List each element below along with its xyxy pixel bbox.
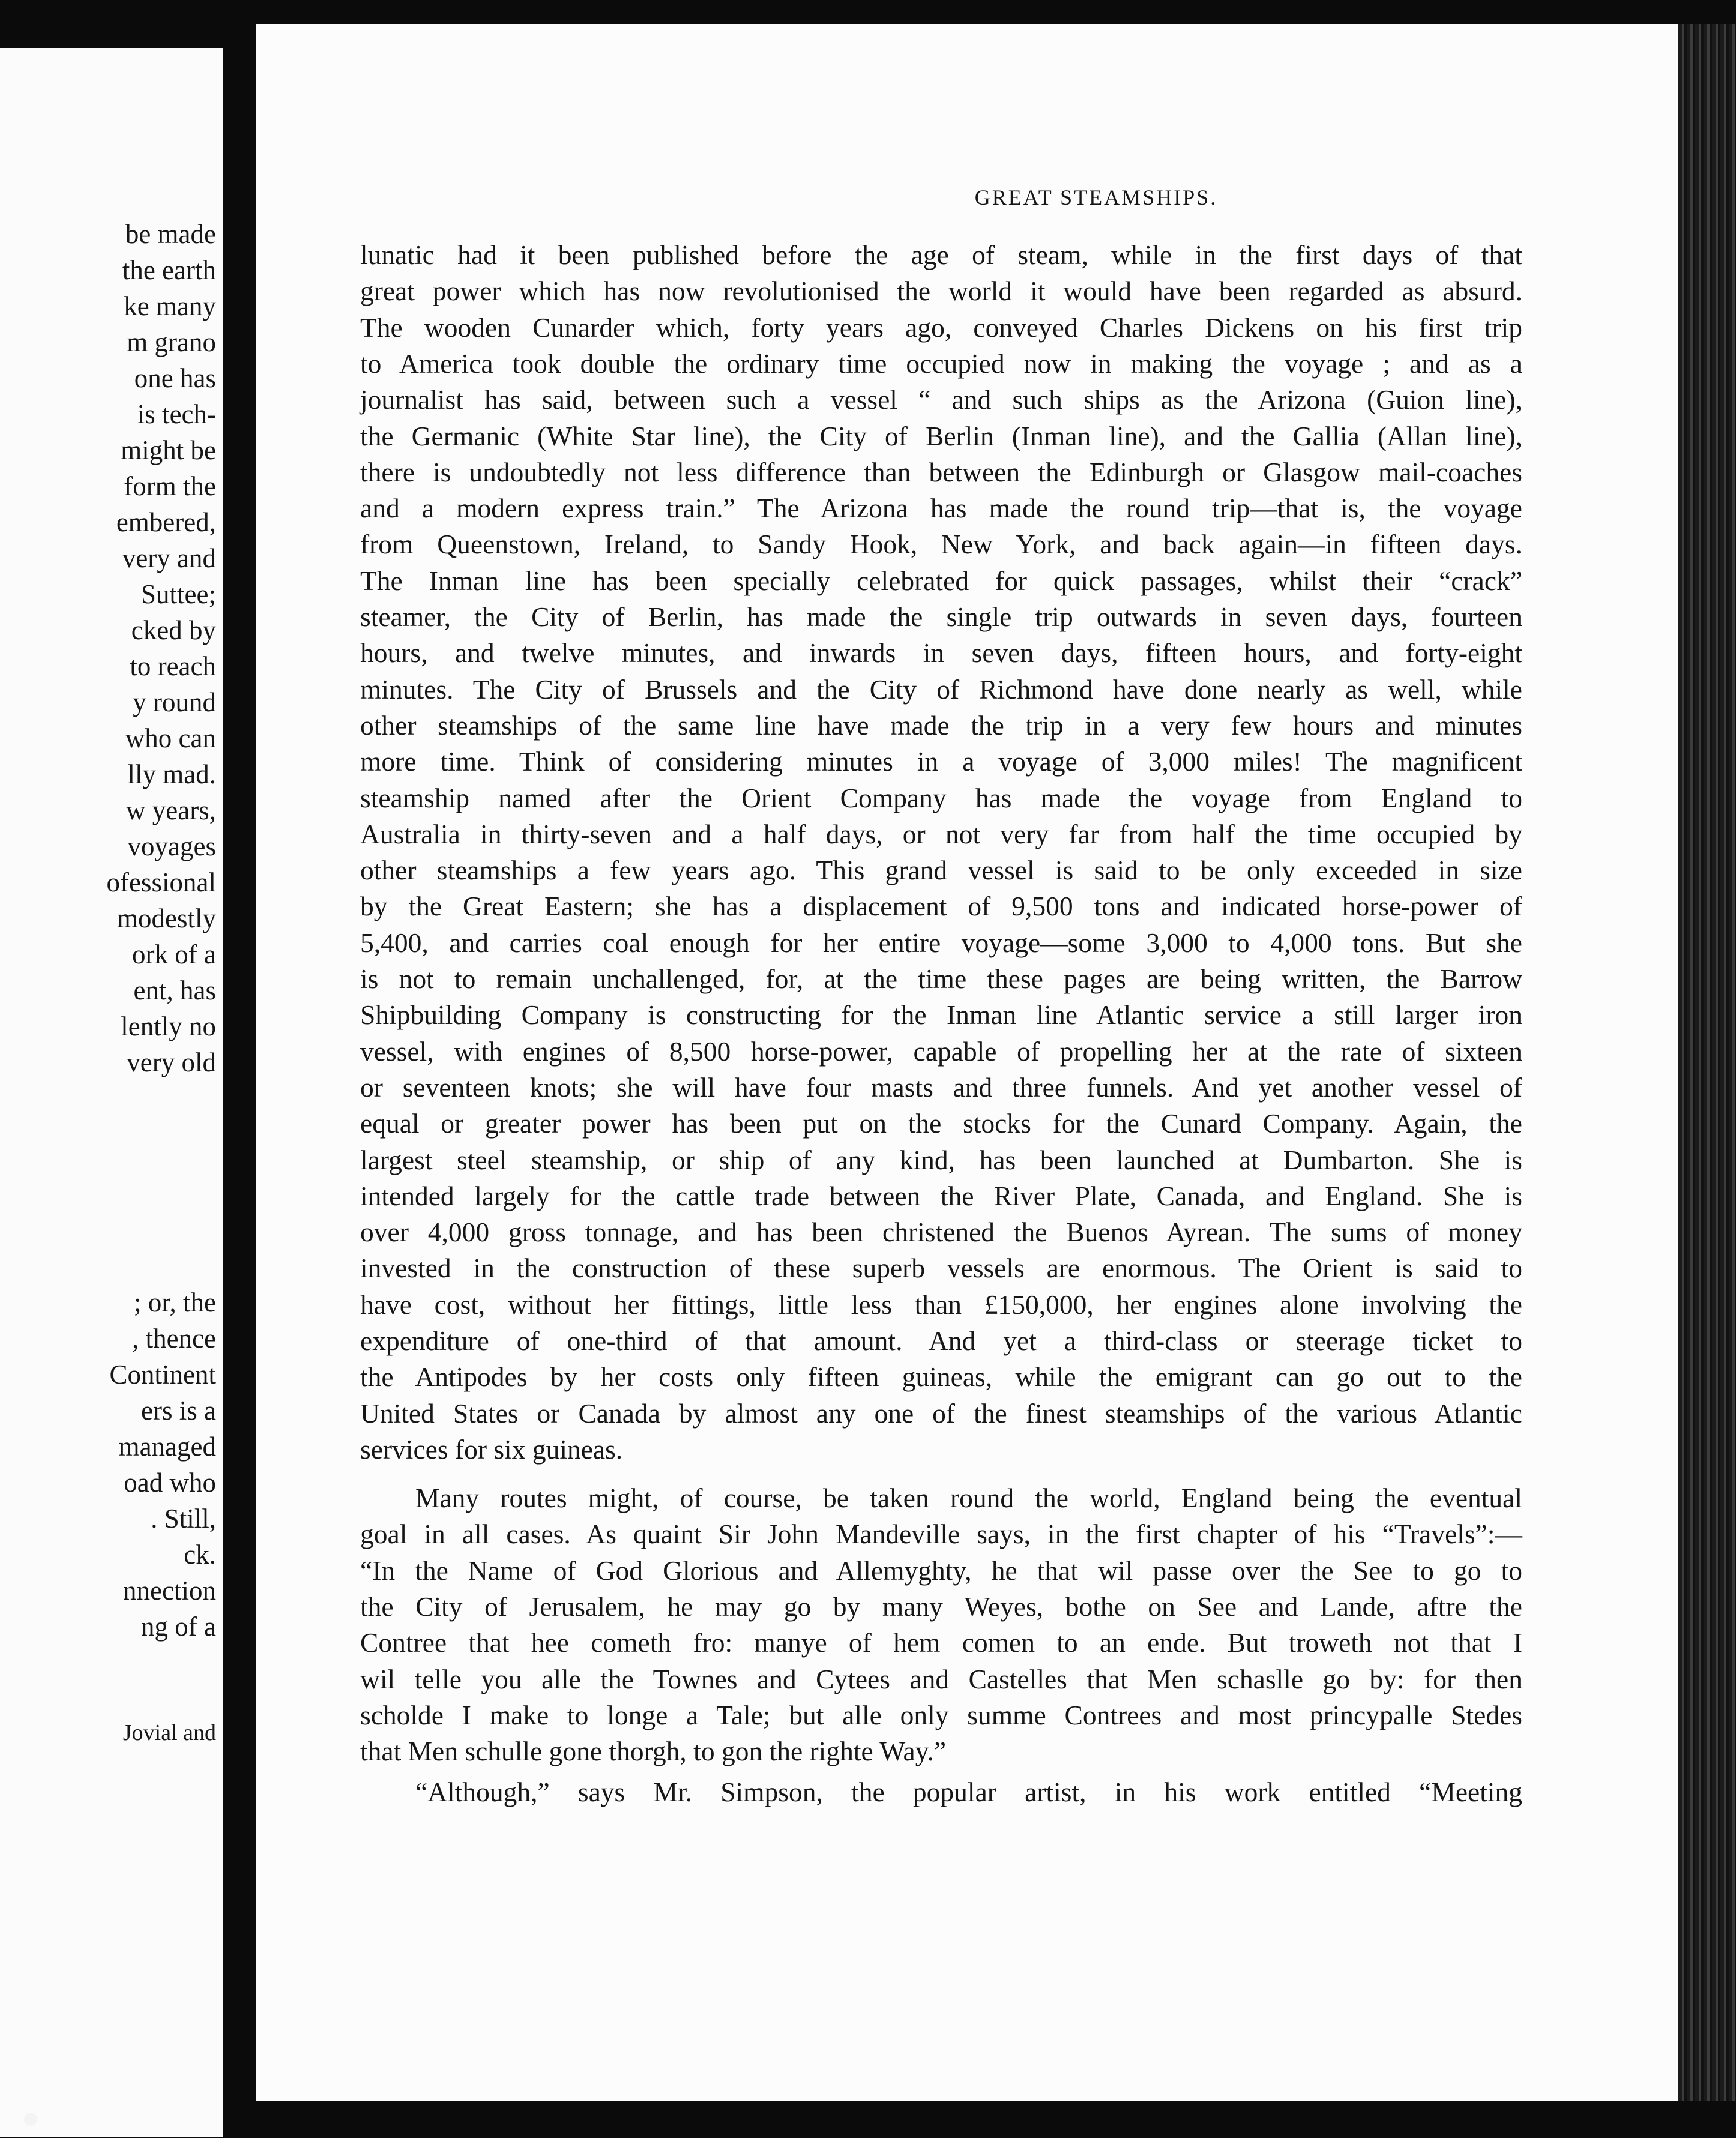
left-page-line: ; or, the xyxy=(134,1287,216,1317)
left-page-line: ofessional xyxy=(106,867,216,897)
body-text-line: from Queenstown, Ireland, to Sandy Hook, New York, and back again—in fifteen days. xyxy=(360,529,1522,560)
body-text-line: over 4,000 gross tonnage, and has been christened the Buenos Ayrean. The sums of money xyxy=(360,1217,1522,1248)
body-text-line: Many routes might, of course, be taken round the world, England being the eventual xyxy=(415,1483,1522,1513)
body-text-line: that Men schulle gone thorgh, to gon the righte Way.” xyxy=(360,1736,947,1767)
left-page-line: very old xyxy=(127,1047,216,1077)
body-text-line: have cost, without her fittings, little less than £150,000, her engines alone involving the xyxy=(360,1289,1522,1320)
left-page-line: lently no xyxy=(121,1011,216,1041)
left-page-line: ke many xyxy=(124,291,216,321)
left-page-line: nnection xyxy=(123,1576,216,1606)
body-text-line: intended largely for the cattle trade between the River Plate, Canada, and England. She is xyxy=(360,1180,1522,1211)
body-text-line: great power which has now revolutionised the world it would have been regarded as absurd. xyxy=(360,276,1522,307)
left-page-line: ork of a xyxy=(132,939,216,969)
left-page-line: embered, xyxy=(116,507,216,537)
left-page-line: form the xyxy=(124,471,216,501)
body-text-line: the City of Jerusalem, he may go by many Weyes, bothe on See and Lande, aftre the xyxy=(360,1591,1522,1622)
left-page-line: ck. xyxy=(184,1540,216,1570)
left-page-line: to reach xyxy=(130,651,216,681)
body-text-line: the Antipodes by her costs only fifteen guineas, while the emigrant can go out to the xyxy=(360,1361,1522,1393)
scan-speck xyxy=(24,2113,37,2126)
body-text-line: The wooden Cunarder which, forty years ago, conveyed Charles Dickens on his first trip xyxy=(360,312,1522,343)
left-page-line: Continent xyxy=(109,1360,216,1390)
left-page-fragment xyxy=(0,48,225,2137)
body-text-line: minutes. The City of Brussels and the City of Richmond have done nearly as well, while xyxy=(360,673,1522,705)
body-text-line: steamer, the City of Berlin, has made the single trip outwards in seven days, fourteen xyxy=(360,601,1522,632)
body-text-line: vessel, with engines of 8,500 horse-power, capable of propelling her at the rate of sixteen xyxy=(360,1035,1522,1067)
body-text-line: lunatic had it been published before the age of steam, while in the first days of that xyxy=(360,239,1522,270)
body-text-line: the Germanic (White Star line), the City of Berlin (Inman line), and the Gallia (Allan line), xyxy=(360,420,1522,451)
left-page-line: modestly xyxy=(117,903,216,933)
body-text-line: expenditure of one-third of that amount. And yet a third-class or steerage ticket to xyxy=(360,1325,1522,1356)
body-text-line: “In the Name of God Glorious and Allemyghty, he that wil passe over the See to go to xyxy=(360,1555,1522,1586)
left-page-line: is tech- xyxy=(137,399,216,429)
left-page-line: m grano xyxy=(127,327,216,357)
left-page-line: cked by xyxy=(131,615,216,645)
left-page-line: Suttee; xyxy=(141,579,216,609)
body-text-line: goal in all cases. As quaint Sir John Mandeville says, in the first chapter of his “Travels”:— xyxy=(360,1519,1522,1550)
body-text-line: Contree that hee cometh fro: manye of hem comen to an ende. But troweth not that I xyxy=(360,1627,1522,1658)
page-edges xyxy=(1678,24,1736,2101)
body-text-line: 5,400, and carries coal enough for her entire voyage—some 3,000 to 4,000 tons. But she xyxy=(360,927,1522,958)
left-page-line: ng of a xyxy=(141,1612,216,1642)
body-text-line: equal or greater power has been put on the stocks for the Cunard Company. Again, the xyxy=(360,1108,1522,1139)
body-text-line: The Inman line has been specially celebrated for quick passages, whilst their “crack” xyxy=(360,565,1522,596)
left-page-line: managed xyxy=(118,1432,216,1462)
body-text-line: to America took double the ordinary time occupied now in making the voyage ; and as a xyxy=(360,348,1522,379)
body-text-line: there is undoubtedly not less difference than between the Edinburgh or Glasgow mail-coaches xyxy=(360,456,1522,487)
right-page xyxy=(256,24,1678,2101)
left-page-line: be made xyxy=(125,219,216,249)
body-text-line: “Although,” says Mr. Simpson, the popular artist, in his work entitled “Meeting xyxy=(415,1777,1522,1807)
left-page-line: might be xyxy=(121,435,216,465)
body-text-line: steamship named after the Orient Company has made the voyage from England to xyxy=(360,782,1522,813)
body-text-line: Australia in thirty-seven and a half days, or not very far from half the time occupied by xyxy=(360,818,1522,849)
running-head: GREAT STEAMSHIPS. xyxy=(974,185,1218,209)
body-text-line: largest steel steamship, or ship of any kind, has been launched at Dumbarton. She is xyxy=(360,1144,1522,1175)
body-text-line: or seventeen knots; she will have four masts and three funnels. And yet another vessel of xyxy=(360,1071,1522,1103)
body-text-line: other steamships a few years ago. This grand vessel is said to be only exceeded in size xyxy=(360,855,1522,886)
left-page-line: Jovial and xyxy=(122,1720,216,1745)
left-page-line: w years, xyxy=(126,795,216,825)
left-page-line: , thence xyxy=(132,1323,216,1354)
left-page-line: ent, has xyxy=(133,975,216,1005)
left-page-line: voyages xyxy=(127,831,216,861)
body-text-line: scholde I make to longe a Tale; but alle only summe Contrees and most princypalle Stedes xyxy=(360,1699,1522,1730)
left-page-line: y round xyxy=(133,687,216,717)
body-text-line: wil telle you alle the Townes and Cytees and Castelles that Men schaslle go by: for then xyxy=(360,1663,1522,1694)
left-page-line: . Still, xyxy=(151,1504,216,1534)
body-text-line: more time. Think of considering minutes in a voyage of 3,000 miles! The magnificent xyxy=(360,746,1522,777)
body-text-line: by the Great Eastern; she has a displacement of 9,500 tons and indicated horse-power of xyxy=(360,891,1522,922)
body-text-line: is not to remain unchallenged, for, at the time these pages are being written, the Barrow xyxy=(360,963,1522,994)
left-page-line: one has xyxy=(134,363,216,393)
body-text-line: other steamships of the same line have made the trip in a very few hours and minutes xyxy=(360,709,1522,741)
body-text-line: hours, and twelve minutes, and inwards in seven days, fifteen hours, and forty-eight xyxy=(360,637,1522,669)
left-page-line: oad who xyxy=(124,1468,216,1498)
left-page-line: ers is a xyxy=(141,1396,216,1426)
left-page-line: the earth xyxy=(122,255,216,285)
body-text-line: Shipbuilding Company is constructing for the Inman line Atlantic service a still larger iron xyxy=(360,999,1522,1031)
left-page-line: lly mad. xyxy=(127,759,216,789)
body-text-line: services for six guineas. xyxy=(360,1433,623,1465)
left-page-line: very and xyxy=(122,543,216,573)
body-text-line: and a modern express train.” The Arizona has made the round trip—that is, the voyage xyxy=(360,493,1522,524)
left-page-line: who can xyxy=(125,723,216,753)
body-text-line: United States or Canada by almost any one of the finest steamships of the various Atlantic xyxy=(360,1397,1522,1429)
body-text-line: invested in the construction of these superb vessels are enormous. The Orient is said to xyxy=(360,1253,1522,1284)
book-gutter xyxy=(223,0,256,2138)
body-text-line: journalist has said, between such a vessel “ and such ships as the Arizona (Guion line), xyxy=(360,384,1522,415)
